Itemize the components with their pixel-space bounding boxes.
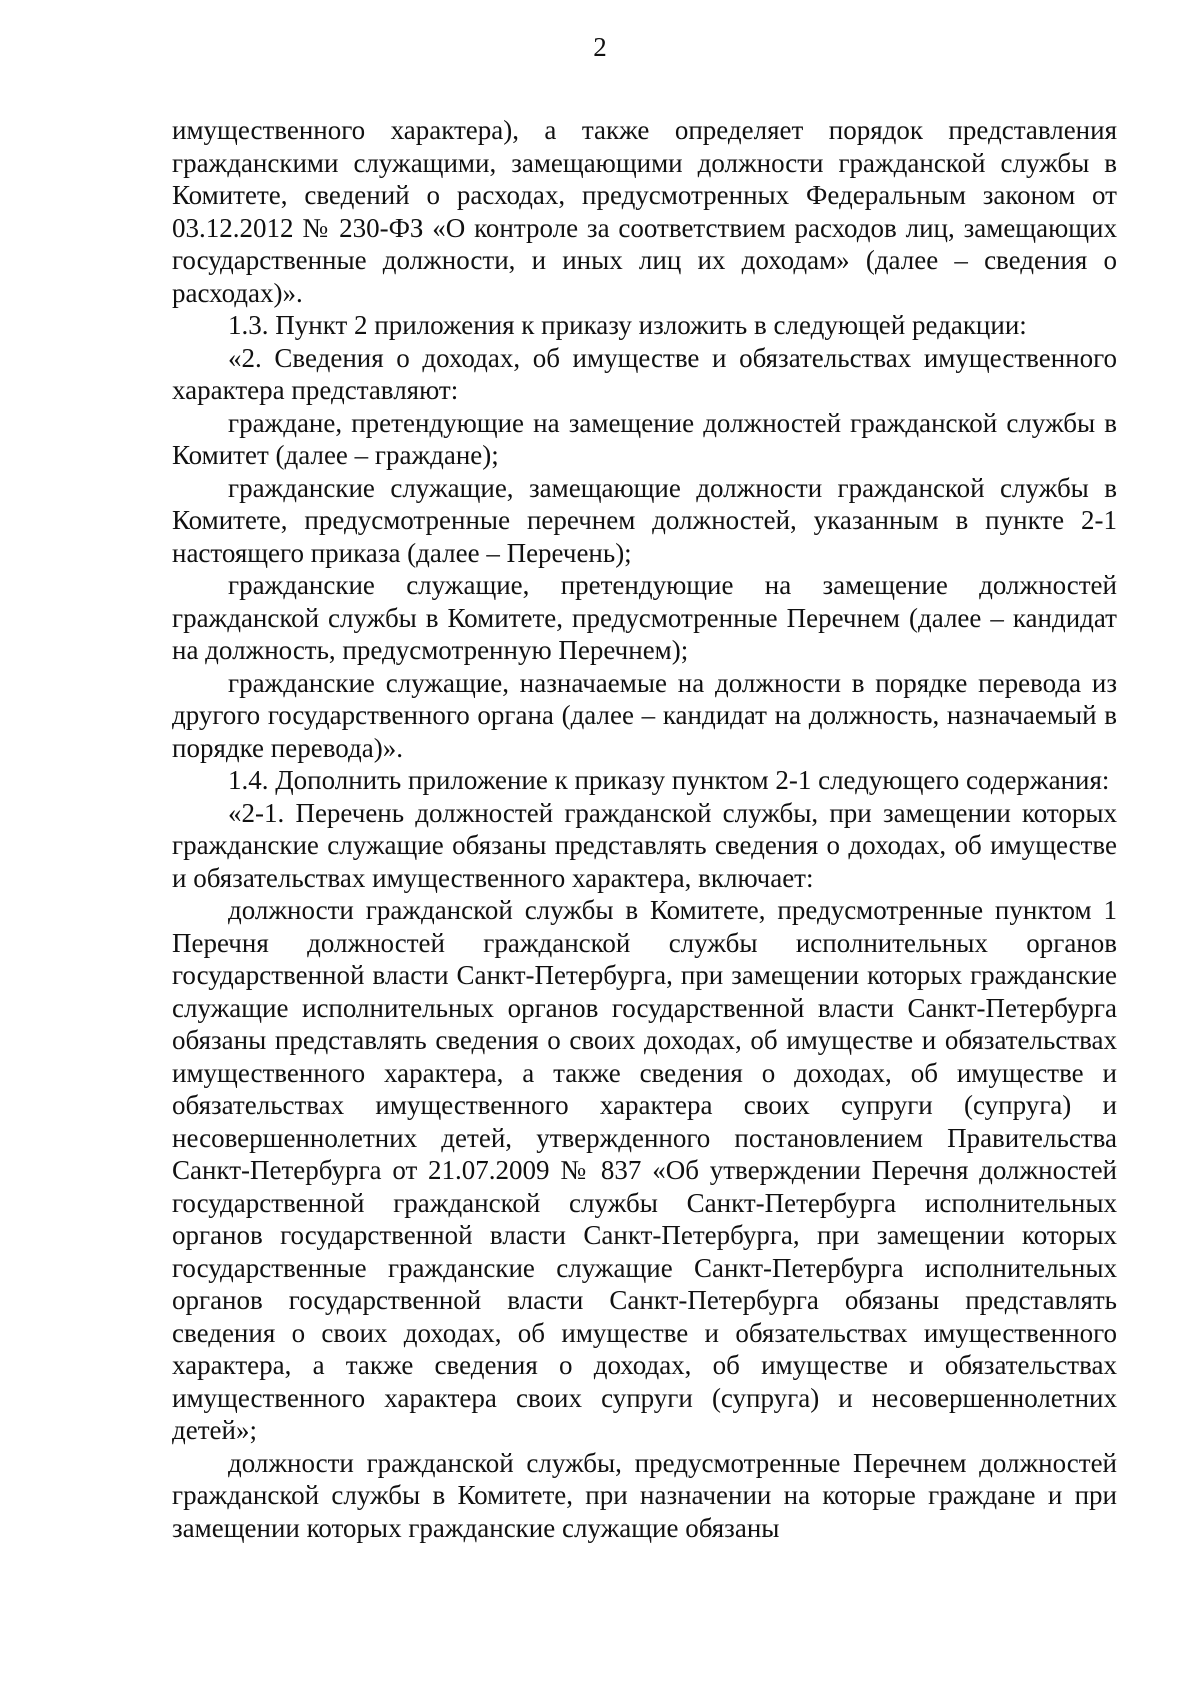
page-number: 2	[593, 32, 607, 62]
paragraph-item-2-1: «2-1. Перечень должностей гражданской службы, при замещении которых гражданские служащие обязаны представлять сведения о доходах, об имуществе и обязательствах имущественного характера, включает:	[172, 797, 1117, 893]
paragraph-civil-servants-transfer: гражданские служащие, назначаемые на должности в порядке перевода из другого государственного органа (далее – кандидат на должность, назначаемый в порядке перевода)».	[172, 667, 1117, 763]
paragraph-citizens: граждане, претендующие на замещение должностей гражданской службы в Комитет (далее – граждане);	[172, 407, 1117, 470]
paragraph-positions-committee: должности гражданской службы, предусмотренные Перечнем должностей гражданской службы в Комитете, при назначении на которые граждане и при замещении которых гражданские служащие обязаны	[172, 1447, 1117, 1543]
document-body	[172, 114, 1117, 1544]
paragraph-item-2: «2. Сведения о доходах, об имуществе и обязательствах имущественного характера представляют:	[172, 342, 1117, 405]
paragraph-continuation: имущественного характера), а также определяет порядок представления гражданскими служащими, замещающими должности гражданской службы в Комитете, сведений о расходах, предусмотренных Федеральным законом от 03.12.2012 № 230-ФЗ «О контроле за соответствием расходов лиц, замещающих государственные должности, и иных лиц их доходам» (далее – сведения о расходах)».	[172, 115, 1117, 308]
paragraph-clause-1-4: 1.4. Дополнить приложение к приказу пунктом 2-1 следующего содержания:	[228, 765, 1110, 795]
paragraph-civil-servants-holding: гражданские служащие, замещающие должности гражданской службы в Комитете, предусмотренные перечнем должностей, указанным в пункте 2-1 настоящего приказа (далее – Перечень);	[172, 472, 1117, 568]
paragraph-positions-list: должности гражданской службы в Комитете, предусмотренные пунктом 1 Перечня должностей гражданской службы исполнительных органов государственной власти Санкт-Петербурга, при замещении которых гражданские служащие исполнительных органов государственной власти Санкт-Петербурга обязаны представлять сведения о своих доходах, об имуществе и обязательствах имущественного характера, а также сведения о доходах, об имуществе и обязательствах имущественного характера своих супруги (супруга) и несовершеннолетних детей, утвержденного постановлением Правительства Санкт-Петербурга от 21.07.2009 № 837 «Об утверждении Перечня должностей государственной гражданской службы Санкт-Петербурга исполнительных органов государственной власти Санкт-Петербурга, при замещении которых государственные гражданские служащие Санкт-Петербурга исполнительных органов государственной власти Санкт-Петербурга обязаны представлять сведения о своих доходах, об имуществе и обязательствах имущественного характера, а также сведения о доходах, об имуществе и обязательствах имущественного характера своих супруги (супруга) и несовершеннолетних детей»;	[172, 895, 1117, 1445]
paragraph-civil-servants-applying: гражданские служащие, претендующие на замещение должностей гражданской службы в Комитете, предусмотренные Перечнем (далее – кандидат на должность, предусмотренную Перечнем);	[172, 570, 1117, 665]
paragraph-clause-1-3: 1.3. Пункт 2 приложения к приказу изложить в следующей редакции:	[228, 310, 1027, 340]
